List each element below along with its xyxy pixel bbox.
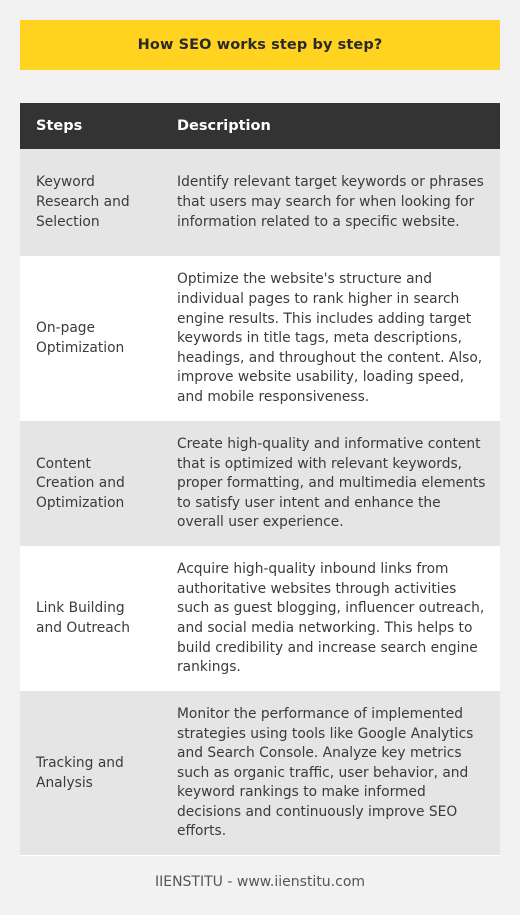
seo-steps-table xyxy=(20,103,500,856)
step-name: Content Creation and Optimization xyxy=(20,421,159,546)
title-banner xyxy=(20,20,500,70)
footer-credit: IIENSTITU - www.iienstitu.com xyxy=(154,874,366,890)
table-row xyxy=(20,546,500,691)
step-name: Tracking and Analysis xyxy=(20,691,159,855)
table-row xyxy=(20,421,500,546)
step-name: Link Building and Outreach xyxy=(20,546,159,691)
table-row xyxy=(20,691,500,855)
step-description: Create high-quality and informative content that is optimized with relevant keywords, proper formatting, and multimedia elements to satisfy user intent and enhance the overall user experience. xyxy=(159,421,500,546)
page-title: How SEO works step by step? xyxy=(137,37,383,53)
step-description: Optimize the website's structure and individual pages to rank higher in search engine results. This includes adding target keywords in title tags, meta descriptions, headings, and throughout the content. Also, improve website usability, loading speed, and mobile responsiveness. xyxy=(159,256,500,421)
step-description: Acquire high-quality inbound links from authoritative websites through activities such as guest blogging, influencer outreach, and social media networking. This helps to build credibility and increase search engine rankings. xyxy=(159,546,500,691)
step-name: Keyword Research and Selection xyxy=(20,149,159,256)
step-name: On-page Optimization xyxy=(20,256,159,421)
table-header-row xyxy=(20,103,500,149)
table-row xyxy=(20,256,500,421)
header-steps: Steps xyxy=(20,103,159,149)
table-row xyxy=(20,149,500,256)
step-description: Identify relevant target keywords or phrases that users may search for when looking for information related to a specific website. xyxy=(159,149,500,256)
step-description: Monitor the performance of implemented strategies using tools like Google Analytics and Search Console. Analyze key metrics such as organic traffic, user behavior, and keyword rankings to make informed decisions and continuously improve SEO efforts. xyxy=(159,691,500,855)
header-description: Description xyxy=(159,103,500,149)
